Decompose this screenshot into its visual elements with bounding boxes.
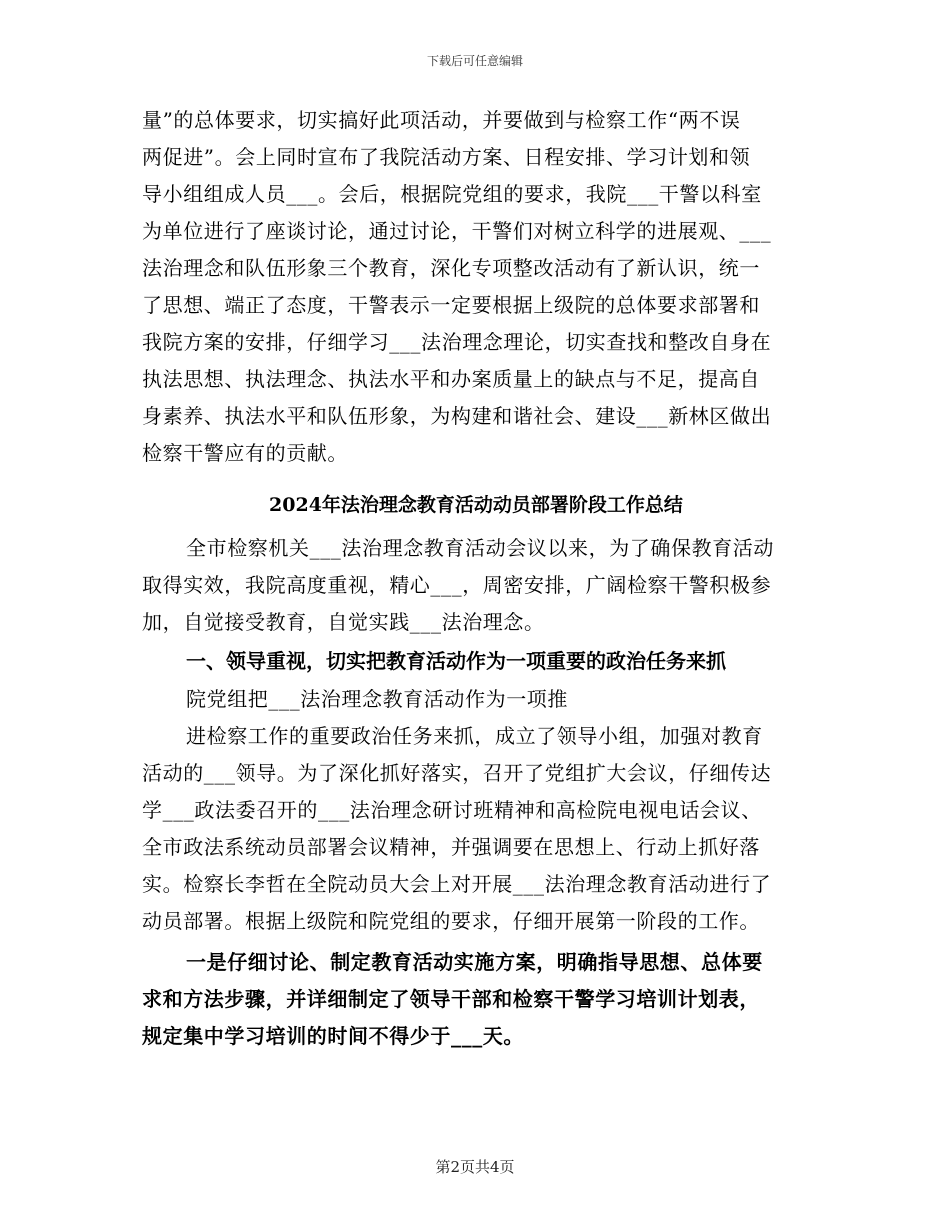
paragraph-line: 加，自觉接受教育，自觉实践___法治理念。 (142, 610, 545, 634)
paragraph-bold-point (142, 944, 810, 1055)
paragraph-intro (142, 530, 810, 641)
page-number: 第2页共4页 (435, 1158, 515, 1176)
paragraph-line: 检察干警应有的贡献。 (142, 441, 348, 465)
section-heading: 一、领导重视，切实把教育活动作为一项重要的政治任务来抓 (186, 649, 726, 673)
document-body (142, 102, 810, 1055)
paragraph-line: 取得实效，我院高度重视，精心___，周密安排，广阔检察干警积极参 (142, 573, 772, 597)
paragraph-line: 实。检察长李哲在全院动员大会上对开展___法治理念教育活动进行了 (142, 872, 772, 896)
paragraph-line: 进检察工作的重要政治任务来抓，成立了领导小组，加强对教育 (186, 724, 763, 748)
paragraph-line: 活动的___领导。为了深化抓好落实，召开了党组扩大会议，仔细传达 (142, 761, 772, 785)
paragraph-line: 全市检察机关___法治理念教育活动会议以来，为了确保教育活动 (186, 536, 774, 560)
paragraph-line: 动员部署。根据上级院和院党组的要求，仔细开展第一阶段的工作。 (142, 909, 760, 933)
paragraph-line: 为单位进行了座谈讨论，通过讨论，干警们对树立科学的进展观、___ (142, 219, 772, 243)
paragraph-section-one (142, 681, 810, 940)
paragraph-line: 全市政法系统动员部署会议精神，并强调要在思想上、行动上抓好落 (142, 835, 760, 859)
paragraph-line: 院党组把___法治理念教育活动作为一项推 (186, 687, 568, 711)
paragraph-line: 执法思想、执法理念、执法水平和办案质量上的缺点与不足，提高自 (142, 367, 760, 391)
paragraph-line: 了思想、端正了态度，干警表示一定要根据上级院的总体要求部署和 (142, 293, 760, 317)
paragraph-line: 规定集中学习培训的时间不得少于___天。 (142, 1024, 524, 1048)
paragraph-line: 量”的总体要求，切实搞好此项活动，并要做到与检察工作“两不误 (142, 108, 741, 132)
page-header: 下载后可任意编辑 (426, 54, 523, 68)
paragraph-continued (142, 102, 810, 472)
paragraph-line: 导小组组成人员___。会后，根据院党组的要求，我院___干警以科室 (142, 182, 762, 206)
paragraph-line: 两促进”。会上同时宣布了我院活动方案、日程安排、学习计划和领 (142, 145, 751, 169)
paragraph-line: 求和方法步骤，并详细制定了领导干部和检察干警学习培训计划表， (142, 987, 760, 1011)
paragraph-line: 学___政法委召开的___法治理念研讨班精神和高检院电视电话会议、 (142, 798, 762, 822)
document-title: 2024年法治理念教育活动动员部署阶段工作总结 (269, 494, 683, 516)
paragraph-line: 一是仔细讨论、制定教育活动实施方案，明确指导思想、总体要 (186, 950, 763, 974)
paragraph-line: 我院方案的安排，仔细学习___法治理念理论，切实查找和整改自身在 (142, 330, 772, 354)
paragraph-line: 法治理念和队伍形象三个教育，深化专项整改活动有了新认识，统一 (142, 256, 760, 280)
paragraph-line: 身素养、执法水平和队伍形象，为构建和谐社会、建设___新林区做出 (142, 404, 772, 428)
